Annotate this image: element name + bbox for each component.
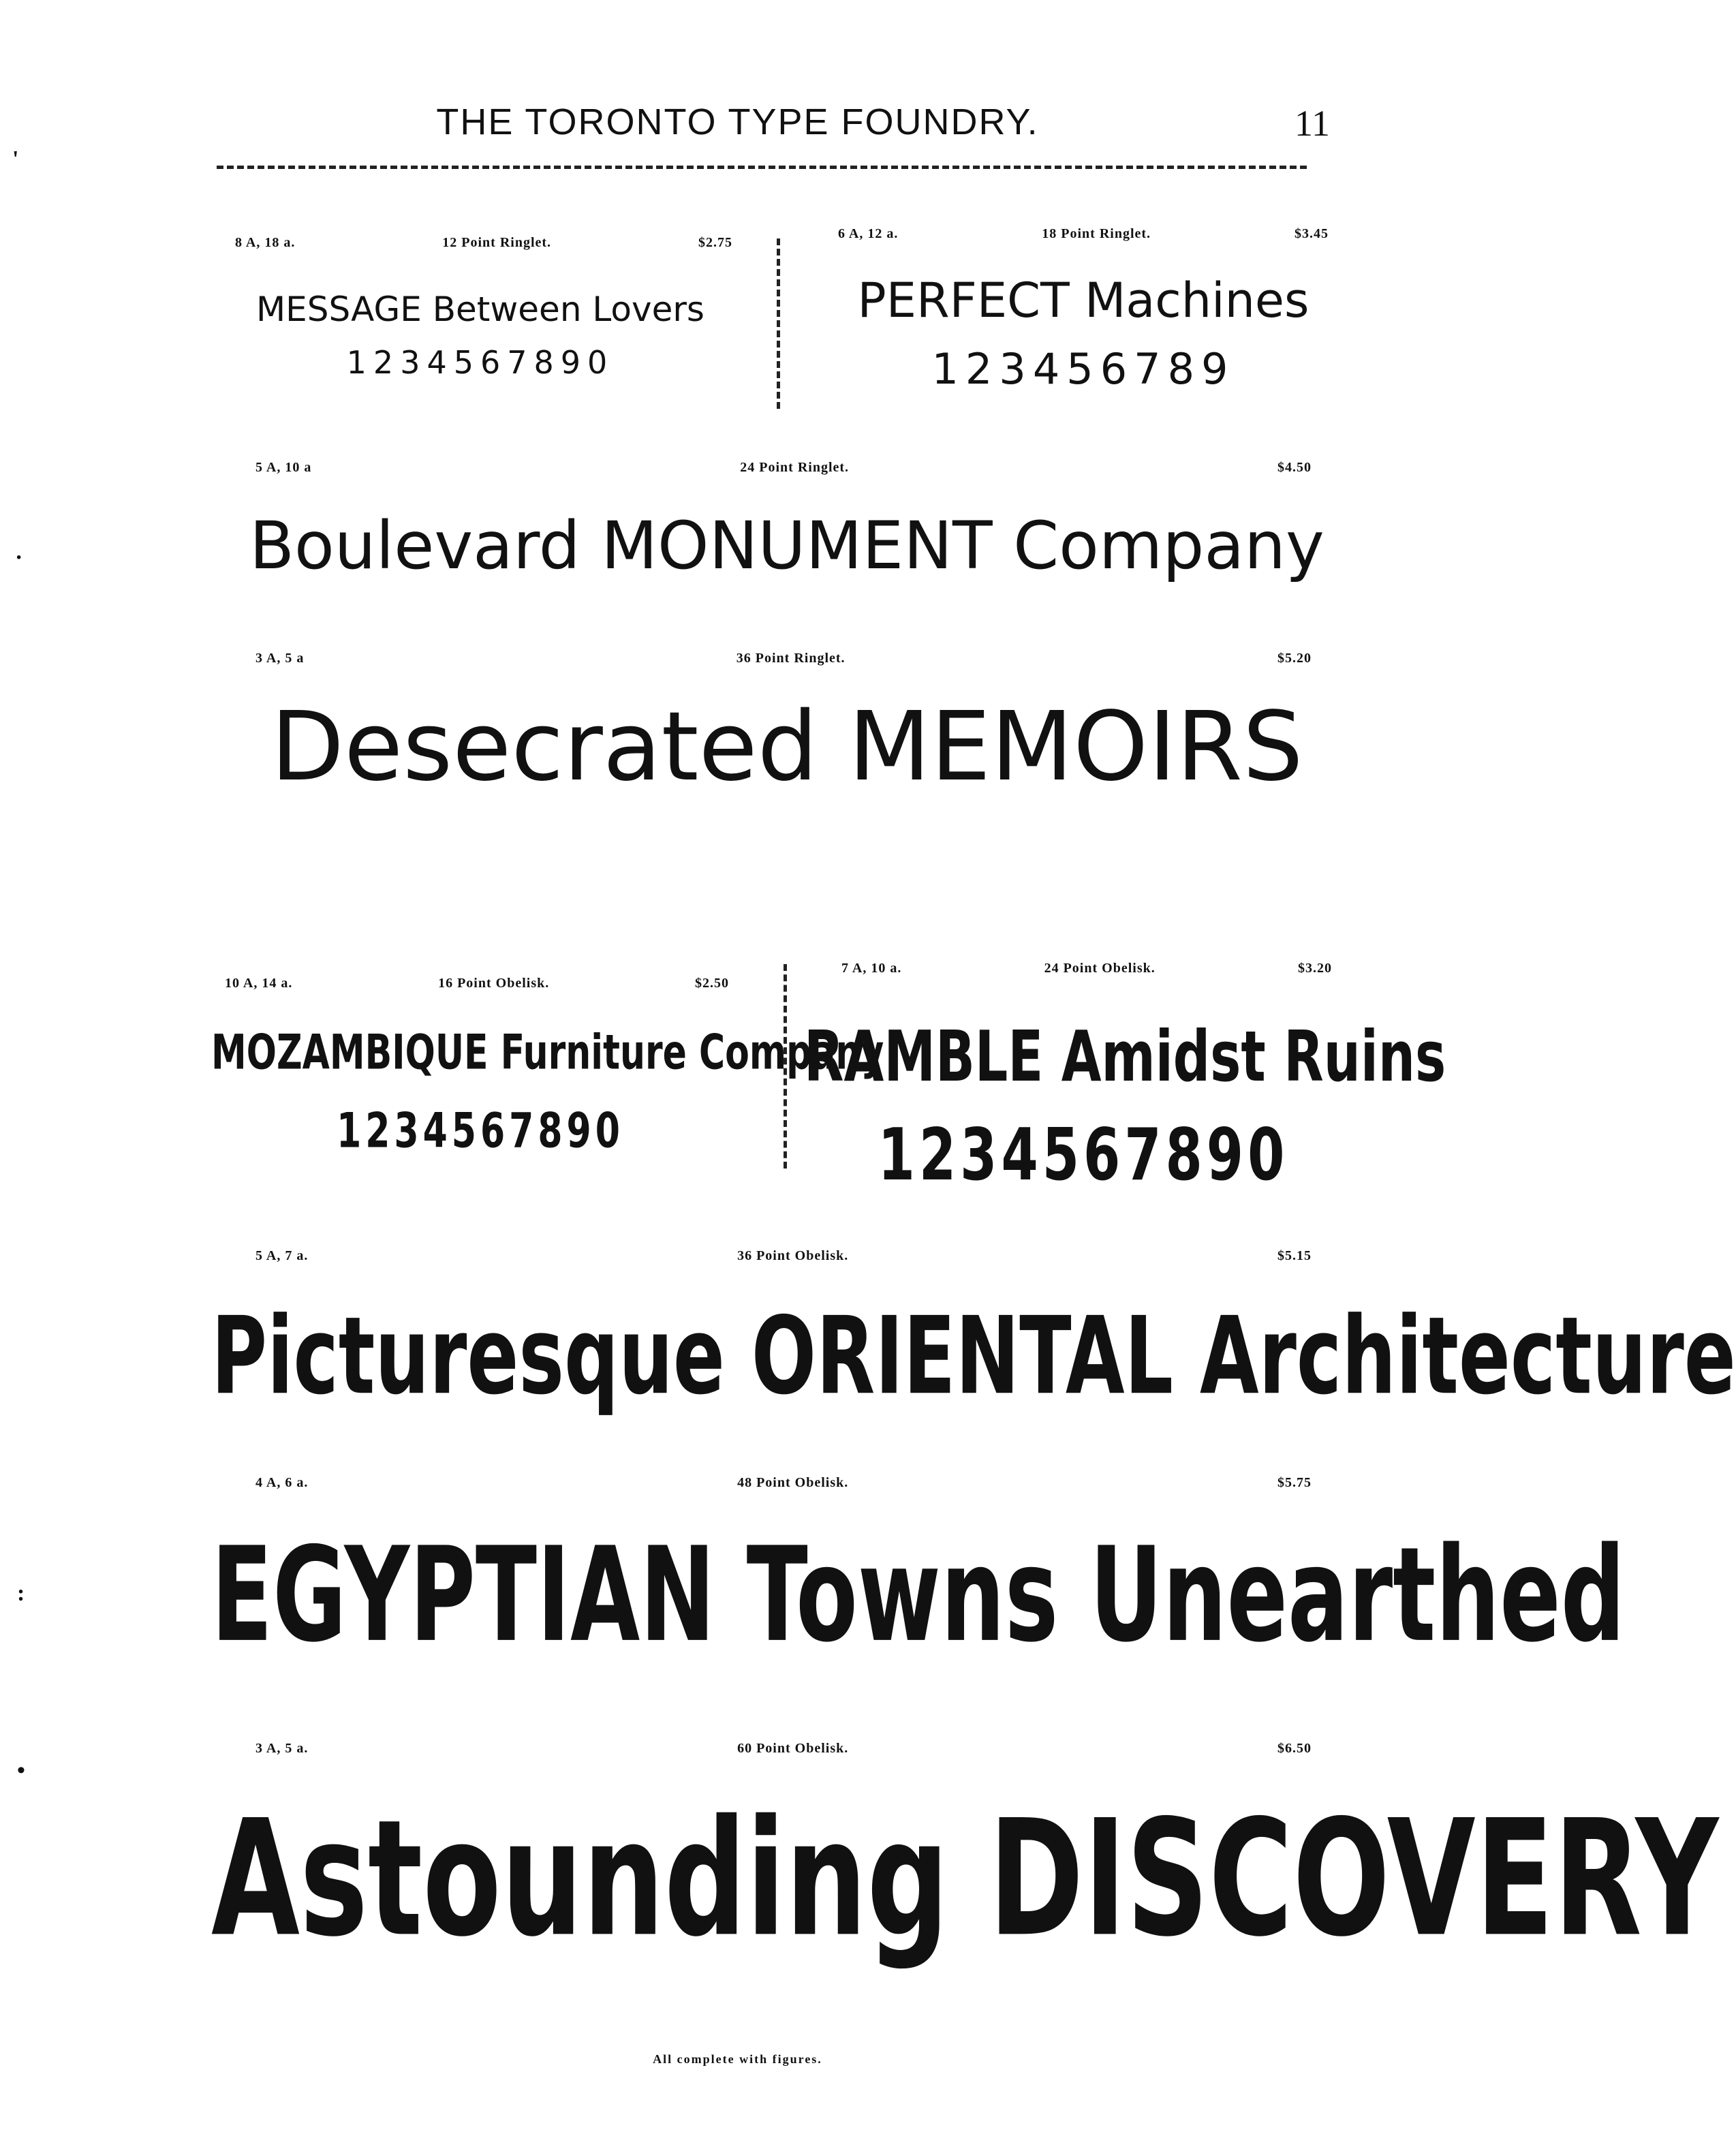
specimen-quantity: 4 A, 6 a. <box>255 1475 309 1490</box>
specimen-size: 24 Point Obelisk. <box>1044 961 1156 976</box>
specimen-quantity: 5 A, 10 a <box>255 460 312 475</box>
specimen-size: 36 Point Obelisk. <box>737 1248 849 1263</box>
specimen-16pt-obelisk-meta <box>225 976 729 991</box>
specimen-quantity: 3 A, 5 a <box>255 651 305 666</box>
page-number: 11 <box>1295 103 1330 144</box>
specimen-quantity: 10 A, 14 a. <box>225 976 293 991</box>
specimen-quantity: 8 A, 18 a. <box>235 235 296 250</box>
specimen-quantity: 5 A, 7 a. <box>255 1248 309 1263</box>
specimen-24pt-ringlet-meta <box>255 460 1312 476</box>
margin-speck: : <box>17 1581 25 1606</box>
specimen-price: $3.20 <box>1297 961 1332 976</box>
specimen-48pt-obelisk-meta <box>255 1475 1312 1491</box>
margin-speck: • <box>17 1758 25 1783</box>
specimen-price: $5.15 <box>1277 1248 1312 1263</box>
specimen-price: $2.75 <box>698 235 732 250</box>
specimen-18pt-ringlet-sample: PERFECT Machines <box>857 273 1309 328</box>
page-header-title: THE TORONTO TYPE FOUNDRY. <box>436 102 1039 142</box>
header-rule <box>217 166 1307 169</box>
column-divider <box>784 964 787 1169</box>
margin-speck: ' <box>12 146 19 172</box>
specimen-48pt-obelisk-sample: EGYPTIAN Towns Unearthed <box>211 1519 1626 1672</box>
specimen-18pt-ringlet-figures: 123456789 <box>931 344 1235 394</box>
column-divider <box>777 238 780 409</box>
specimen-24pt-obelisk-sample: RAMBLE Amidst Ruins <box>804 1015 1446 1098</box>
specimen-quantity: 7 A, 10 a. <box>841 961 902 976</box>
specimen-price: $2.50 <box>694 976 729 991</box>
specimen-price: $3.45 <box>1295 226 1329 241</box>
specimen-size: 60 Point Obelisk. <box>737 1741 849 1756</box>
specimen-12pt-ringlet-figures: 1234567890 <box>346 344 615 381</box>
specimen-size: 18 Point Ringlet. <box>1042 226 1151 241</box>
specimen-size: 36 Point Ringlet. <box>736 651 846 666</box>
specimen-18pt-ringlet-meta <box>838 226 1329 242</box>
specimen-60pt-obelisk-sample: Astounding DISCOVERY <box>211 1785 1719 1973</box>
specimen-price: $5.20 <box>1277 651 1312 666</box>
specimen-24pt-ringlet-sample: Boulevard MONUMENT Company <box>249 508 1324 584</box>
specimen-60pt-obelisk-meta <box>255 1741 1312 1757</box>
specimen-price: $6.50 <box>1277 1741 1312 1756</box>
specimen-12pt-ringlet-sample: MESSAGE Between Lovers <box>256 290 704 329</box>
specimen-24pt-obelisk-meta <box>841 961 1332 976</box>
specimen-size: 16 Point Obelisk. <box>438 976 550 991</box>
specimen-16pt-obelisk-figures: 1234567890 <box>337 1104 624 1159</box>
specimen-size: 12 Point Ringlet. <box>442 235 552 250</box>
specimen-36pt-ringlet-sample: Desecrated MEMOIRS <box>270 692 1303 803</box>
specimen-size: 48 Point Obelisk. <box>737 1475 849 1490</box>
specimen-quantity: 6 A, 12 a. <box>838 226 899 241</box>
specimen-price: $5.75 <box>1277 1475 1312 1490</box>
specimen-36pt-obelisk-meta <box>255 1248 1312 1264</box>
specimen-36pt-ringlet-meta <box>255 651 1312 666</box>
specimen-12pt-ringlet-meta <box>235 235 732 251</box>
specimen-24pt-obelisk-figures: 1234567890 <box>878 1114 1289 1197</box>
specimen-36pt-obelisk-sample: Picturesque ORIENTAL Architecture <box>211 1295 1736 1419</box>
margin-speck: · <box>15 545 23 570</box>
specimen-price: $4.50 <box>1277 460 1312 475</box>
specimen-16pt-obelisk-sample: MOZAMBIQUE Furniture Company <box>211 1025 884 1081</box>
footer-note: All complete with figures. <box>653 2052 822 2066</box>
specimen-quantity: 3 A, 5 a. <box>255 1741 309 1756</box>
specimen-size: 24 Point Ringlet. <box>740 460 850 475</box>
